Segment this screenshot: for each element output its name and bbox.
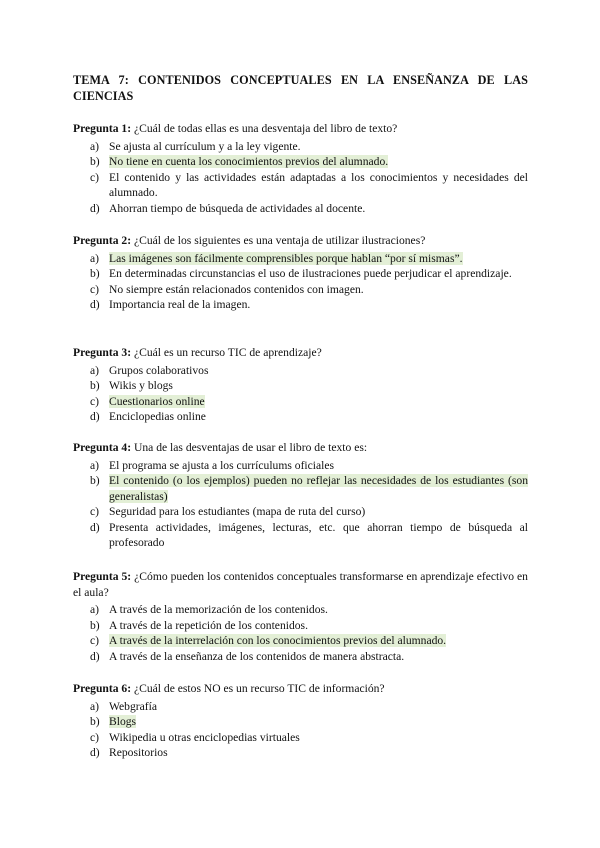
question-text [73, 440, 528, 456]
option-text [109, 266, 528, 282]
answer-option [73, 520, 528, 551]
question-prompt: ¿Cuál de los siguientes es una ventaja de utilizar ilustraciones? [133, 234, 426, 247]
answer-text: Presenta actividades, imágenes, lecturas, etc. que ahorran tiempo de búsqueda al profesorado [109, 520, 528, 549]
option-text [109, 699, 528, 715]
answer-text: A través de la memorización de los contenidos. [109, 603, 328, 616]
option-text [109, 378, 528, 394]
answer-option [73, 649, 528, 665]
option-letter: a) [90, 363, 100, 377]
option-text [109, 139, 528, 155]
option-letter: b) [90, 379, 100, 392]
option-letter: d) [90, 746, 100, 759]
answer-option [73, 378, 528, 394]
question-text [73, 345, 528, 361]
option-text [109, 363, 528, 379]
option-letter: a) [90, 603, 100, 616]
question-label: Pregunta 3: [73, 346, 132, 359]
option-list [73, 251, 528, 313]
answer-option [73, 282, 528, 298]
correct-option-text [109, 394, 528, 410]
option-letter: b) [90, 715, 100, 728]
option-text [109, 297, 528, 313]
answer-option [73, 504, 528, 520]
question-text [73, 121, 528, 137]
question-label: Pregunta 4: [73, 441, 132, 454]
question-prompt: Una de las desventajas de usar el libro de texto es: [133, 441, 368, 454]
answer-text: A través de la repetición de los contenidos. [109, 618, 308, 632]
question-prompt: ¿Cómo pueden los contenidos conceptuales transformarse en aprendizaje efectivo en el aula? [73, 570, 528, 599]
option-letter: d) [90, 201, 100, 215]
option-letter: a) [90, 139, 100, 153]
option-letter: b) [90, 474, 100, 487]
answer-option [73, 201, 528, 217]
answer-option [73, 618, 528, 634]
document-title: TEMA 7: CONTENIDOS CONCEPTUALES EN LA ENSEÑANZA DE LAS CIENCIAS [73, 73, 528, 103]
answer-option [73, 409, 528, 425]
answer-option [73, 633, 528, 649]
option-letter: c) [90, 634, 100, 647]
answer-text: No siempre están relacionados contenidos con imagen. [109, 282, 364, 296]
option-text [109, 458, 528, 474]
option-letter: c) [90, 170, 100, 184]
option-letter: a) [90, 251, 100, 265]
answer-option [73, 139, 528, 155]
answer-option [73, 251, 528, 267]
option-letter: a) [90, 699, 100, 713]
option-list [73, 602, 528, 664]
answer-option [73, 473, 528, 504]
highlighted-answer: Blogs [109, 715, 137, 728]
answer-text: Se ajusta al currículum y a la ley vigente. [109, 139, 301, 153]
option-text [109, 745, 528, 761]
option-text [109, 170, 528, 201]
highlighted-answer: Cuestionarios online [109, 394, 205, 408]
question-text [73, 233, 528, 249]
answer-option [73, 699, 528, 715]
question-2 [73, 233, 528, 313]
question-prompt: ¿Cuál es un recurso TIC de aprendizaje? [133, 346, 322, 359]
option-letter: d) [90, 298, 100, 311]
option-letter: a) [90, 458, 100, 472]
correct-option-text [109, 154, 528, 170]
answer-option [73, 714, 528, 730]
answer-text: Ahorran tiempo de búsqueda de actividades al docente. [109, 201, 366, 215]
answer-text: A través de la enseñanza de los contenidos de manera abstracta. [109, 649, 405, 663]
answer-text: El programa se ajusta a los currículums oficiales [109, 458, 335, 472]
question-6 [73, 681, 528, 761]
highlighted-answer: Las imágenes son fácilmente comprensibles porque hablan “por sí mismas”. [109, 251, 463, 265]
option-letter: c) [90, 730, 100, 744]
option-text [109, 201, 528, 217]
highlighted-answer: El contenido (o los ejemplos) pueden no reflejar las necesidades de los estudiantes (son generalistas) [109, 474, 528, 503]
answer-text: El contenido y las actividades están adaptadas a los conocimientos y necesidades del alumnado. [109, 170, 528, 199]
answer-option [73, 730, 528, 746]
option-text [109, 602, 528, 618]
option-letter: b) [90, 155, 100, 168]
option-letter: d) [90, 649, 100, 663]
answer-option [73, 154, 528, 170]
question-text [73, 681, 528, 697]
question-5 [73, 569, 528, 664]
option-text [109, 520, 528, 551]
option-letter: d) [90, 520, 100, 534]
option-list [73, 363, 528, 425]
option-text [109, 649, 528, 665]
option-text [109, 618, 528, 634]
option-list [73, 458, 528, 551]
answer-text: Importancia real de la imagen. [109, 298, 251, 311]
correct-option-text [109, 251, 528, 267]
correct-option-text [109, 714, 528, 730]
answer-text: Webgrafía [109, 699, 157, 713]
option-letter: c) [90, 394, 100, 408]
question-1 [73, 121, 528, 216]
question-label: Pregunta 2: [73, 234, 132, 247]
question-4 [73, 440, 528, 551]
option-letter: d) [90, 410, 100, 423]
question-label: Pregunta 1: [73, 122, 132, 135]
answer-option [73, 602, 528, 618]
answer-text: Enciclopedias online [109, 410, 206, 423]
answer-option [73, 363, 528, 379]
highlighted-answer: A través de la interrelación con los conocimientos previos del alumnado. [109, 634, 447, 647]
answer-option [73, 297, 528, 313]
correct-option-text [109, 633, 528, 649]
question-3 [73, 345, 528, 425]
question-prompt: ¿Cuál de estos NO es un recurso TIC de información? [133, 682, 385, 695]
option-letter: b) [90, 267, 100, 280]
question-text [73, 569, 528, 600]
answer-option [73, 266, 528, 282]
highlighted-answer: No tiene en cuenta los conocimientos previos del alumnado. [109, 155, 389, 168]
question-prompt: ¿Cuál de todas ellas es una desventaja del libro de texto? [133, 122, 398, 135]
answer-text: Wikipedia u otras enciclopedias virtuales [109, 730, 300, 744]
option-list [73, 699, 528, 761]
answer-option [73, 458, 528, 474]
option-letter: b) [90, 618, 100, 632]
option-text [109, 730, 528, 746]
answer-option [73, 745, 528, 761]
option-text [109, 409, 528, 425]
answer-text: En determinadas circunstancias el uso de ilustraciones puede perjudicar el aprendizaje. [109, 267, 512, 280]
answer-option [73, 394, 528, 410]
answer-text: Wikis y blogs [109, 379, 173, 392]
option-text [109, 282, 528, 298]
answer-text: Seguridad para los estudiantes (mapa de ruta del curso) [109, 505, 366, 518]
answer-text: Repositorios [109, 746, 168, 759]
correct-option-text [109, 473, 528, 504]
option-text [109, 504, 528, 520]
answer-text: Grupos colaborativos [109, 363, 209, 377]
question-label: Pregunta 5: [73, 570, 132, 583]
answer-option [73, 170, 528, 201]
option-letter: c) [90, 282, 100, 296]
question-label: Pregunta 6: [73, 682, 132, 695]
option-list [73, 139, 528, 217]
option-letter: c) [90, 505, 100, 518]
